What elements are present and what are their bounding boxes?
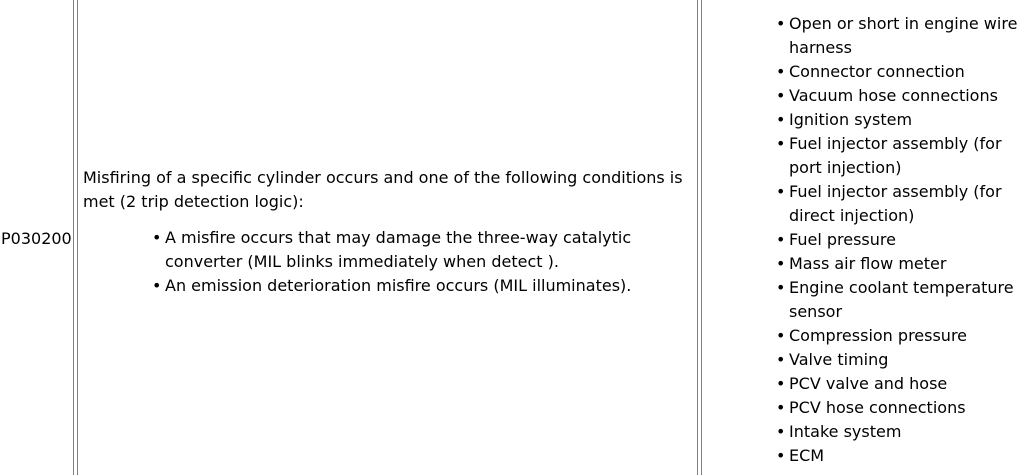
list-item: • Mass air flow meter xyxy=(775,252,1031,276)
column-divider xyxy=(697,0,698,475)
list-item: • PCV valve and hose xyxy=(775,372,1031,396)
list-item: • Open or short in engine wire harness xyxy=(775,12,1031,60)
detection-condition-cell xyxy=(83,166,689,298)
detection-condition-text: Misfiring of a specific cylinder occurs and one of the following conditions is met (2 trip detection logic): xyxy=(83,168,683,211)
list-item: • Fuel injector assembly (for port injection) xyxy=(775,132,1031,180)
column-divider xyxy=(73,0,74,475)
list-item: • An emission deterioration misfire occurs (MIL illuminates). xyxy=(151,274,689,298)
list-item: • Intake system xyxy=(775,420,1031,444)
dtc-code: P030200 xyxy=(1,229,72,248)
list-item: • ECM xyxy=(775,444,1031,468)
list-item: • A misfire occurs that may damage the three-way catalytic converter (MIL blinks immediately when detect ). xyxy=(151,226,689,274)
column-divider xyxy=(77,0,78,475)
list-item: • PCV hose connections xyxy=(775,396,1031,420)
list-item: • Connector connection xyxy=(775,60,1031,84)
list-item: • Ignition system xyxy=(775,108,1031,132)
list-item: • Fuel injector assembly (for direct injection) xyxy=(775,180,1031,228)
list-item: • Fuel pressure xyxy=(775,228,1031,252)
column-divider xyxy=(701,0,702,475)
list-item: • Vacuum hose connections xyxy=(775,84,1031,108)
trouble-area-cell xyxy=(775,12,1031,468)
list-item: • Compression pressure xyxy=(775,324,1031,348)
detection-condition-list xyxy=(83,226,689,298)
trouble-area-list xyxy=(775,12,1031,468)
list-item: • Valve timing xyxy=(775,348,1031,372)
list-item: • Engine coolant temperature sensor xyxy=(775,276,1031,324)
